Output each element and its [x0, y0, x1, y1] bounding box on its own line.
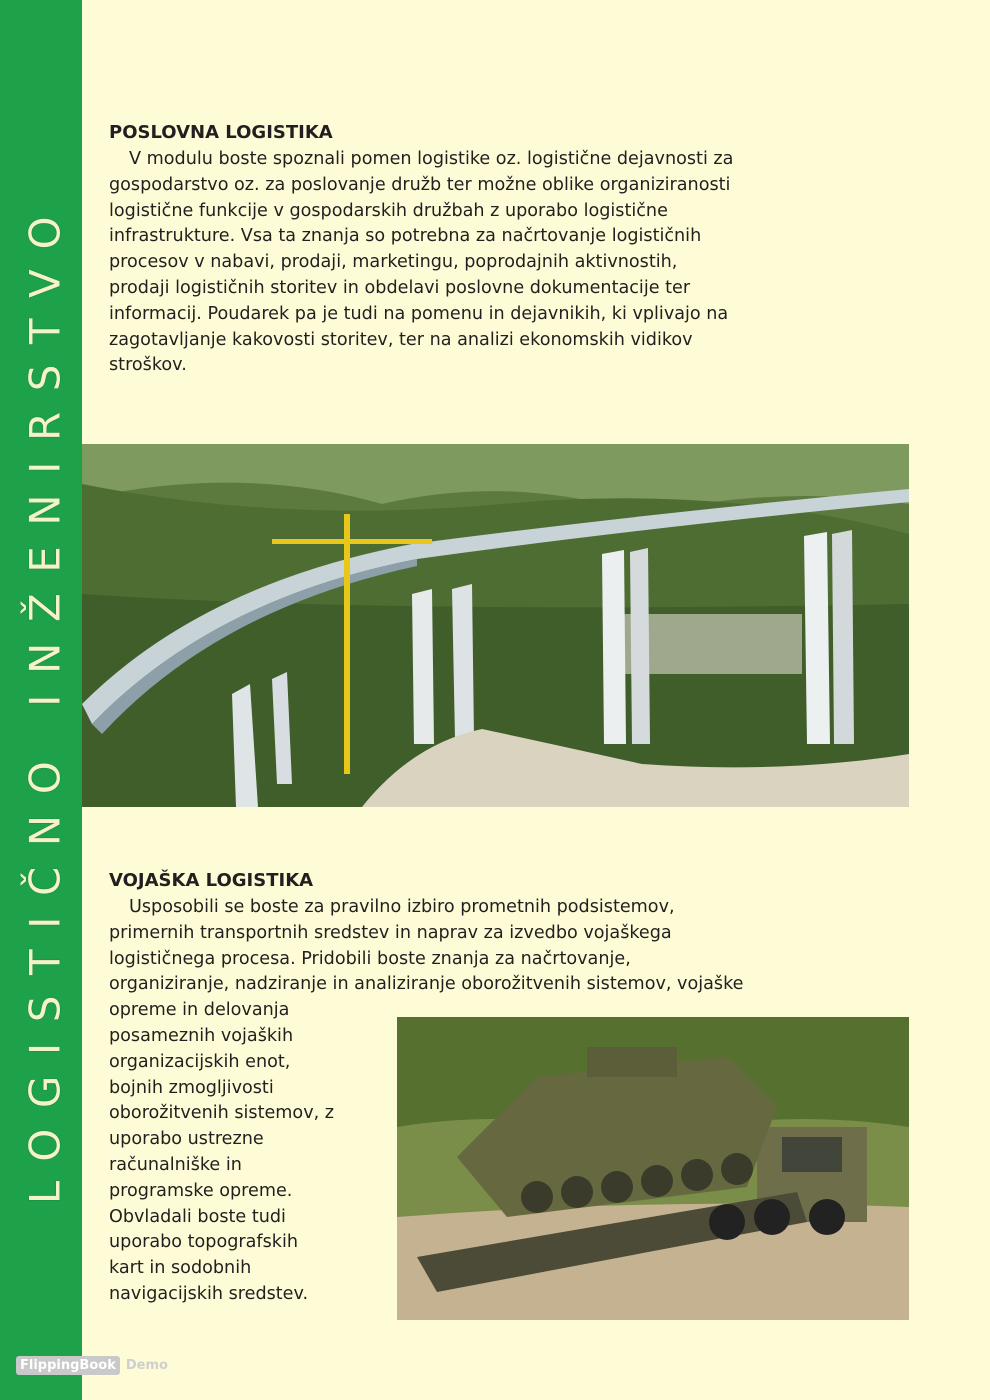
section-title-poslovna: POSLOVNA LOGISTIKA: [109, 122, 333, 143]
flippingbook-watermark: [16, 1358, 168, 1373]
section-title-vojaska: VOJAŠKA LOGISTIKA: [109, 870, 314, 891]
watermark-brand: FlippingBook: [16, 1356, 120, 1375]
sidebar-title: LOGISTIČNO INŽENIRSTVO: [20, 195, 70, 1205]
section-text-poslovna: V modulu boste spoznali pomen logistike oz. logistične dejavnosti za gospodarstvo oz. za poslovanje družb ter možne oblike organiziranosti logistične funkcije v gospodarskih družbah z uporabo logistične infrastrukture. Vsa ta znanja so potrebna za načrtovanje logističnih procesov v nabavi, prodaji, marketingu, poprodajnih aktivnostih, prodaji logističnih storitev in obdelavi poslovne dokumentacije ter informacij. Poudarek pa je tudi na pomenu in dejavnikih, ki vplivajo na zagotavljanje kakovosti storitev, ter na analizi ekonomskih vidikov stroškov.: [109, 149, 734, 376]
bridge-photo: [82, 444, 909, 807]
tank-photo: [397, 1017, 909, 1320]
section-text-vojaska: Usposobili se boste za pravilno izbiro prometnih podsistemov, primernih transportnih sredstev in naprav za izvedbo vojaškega logističnega procesa. Pridobili boste znanja za načrtovanje, organiziranje, nadziranje in analiziranje oborožitvenih sistemov, vojaške opreme in delovanja posameznih vojaških organizacijskih enot, bojnih zmogljivosti oborožitvenih sistemov, z uporabo ustrezne računalniške in programske opreme. Obvladali boste tudi uporabo topografskih kart in sodobnih navigacijskih sredstev.: [109, 897, 744, 1304]
watermark-label: Demo: [125, 1358, 168, 1373]
